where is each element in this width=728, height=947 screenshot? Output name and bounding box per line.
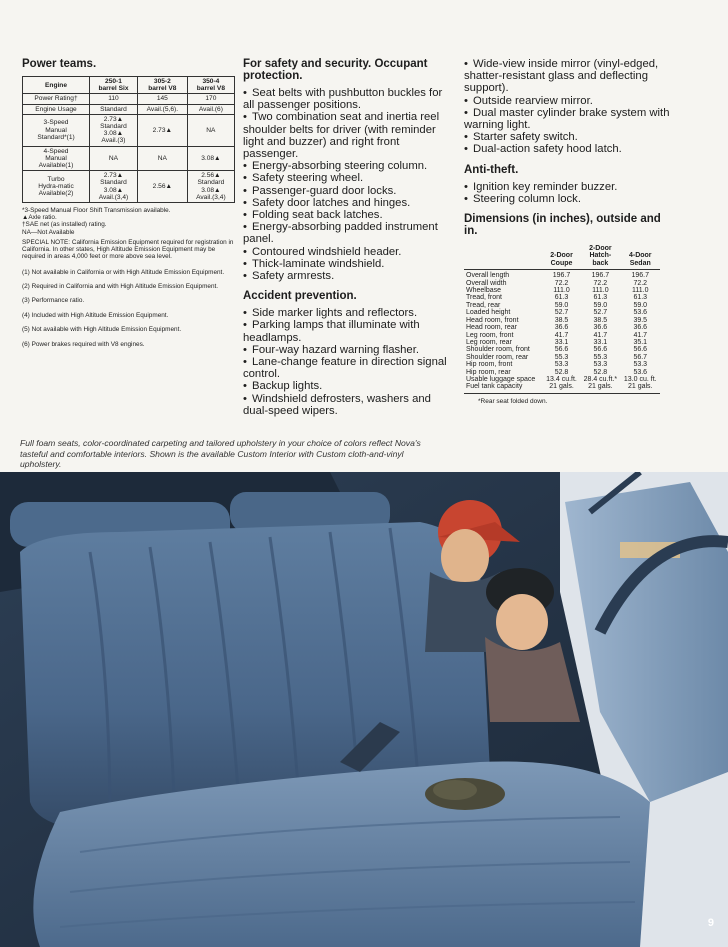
list-item: • Energy-absorbing steering column. xyxy=(243,160,455,172)
table-cell: Wheelbase xyxy=(466,287,502,295)
dimensions-title: Dimensions (in inches), outside and in. xyxy=(464,213,661,238)
table-header-cell xyxy=(464,245,543,270)
table-cell: NA xyxy=(187,114,234,146)
table-cell: 4-Speed Manual Available(1) xyxy=(23,146,90,171)
table-cell: 3-Speed Manual Standard*(1) xyxy=(23,114,90,146)
table-cell: 38.5 xyxy=(554,316,569,324)
table-row xyxy=(23,114,235,146)
anti-theft-list xyxy=(464,181,672,205)
dimensions-note: *Rear seat folded down. xyxy=(478,397,548,405)
table-cell: 13.0 cu. ft. xyxy=(623,375,657,383)
table-cell: 52.8 xyxy=(593,368,608,376)
list-item: • Passenger-guard door locks. xyxy=(243,185,455,197)
table-header-cell: Engine xyxy=(23,77,90,94)
table-row xyxy=(464,346,660,353)
list-item: • Dual-action safety hood latch. xyxy=(464,143,672,155)
numbered-note: (3) Performance ratio. xyxy=(22,297,85,305)
table-cell: Avail.(6) xyxy=(187,104,234,114)
table-row xyxy=(464,294,660,301)
table-cell: 55.3 xyxy=(554,353,569,361)
table-header-cell: 2-Door Hatch- back xyxy=(589,245,612,267)
table-row xyxy=(23,146,235,171)
table-cell: 36.6 xyxy=(593,324,608,332)
list-item: • Four-way hazard warning flasher. xyxy=(243,344,455,356)
list-item: • Backup lights. xyxy=(243,380,455,392)
table-cell: 196.7 xyxy=(580,270,620,280)
anti-theft-title: Anti-theft. xyxy=(464,163,519,176)
footnote: ▲Axle ratio. xyxy=(22,214,57,222)
table-cell: 111.0 xyxy=(632,287,649,295)
interior-photo xyxy=(0,472,728,947)
table-cell: 196.7 xyxy=(543,270,580,280)
photo-caption: Full foam seats, color-coordinated carpeting and tailored upholstery in your choice of colors reflect Nova's tasteful and comfortable interiors. Shown is the available Custom Interior with Custom cloth-and-vinyl upholstery. xyxy=(20,438,421,470)
table-cell: Hip room, front xyxy=(466,361,513,369)
anti-theft-section xyxy=(464,164,672,205)
power-teams-notes xyxy=(22,207,237,355)
table-row xyxy=(23,104,235,114)
list-item: • Dual master cylinder brake system with warning light. xyxy=(464,107,672,131)
safety-title: For safety and security. Occupant protection. xyxy=(243,58,428,82)
table-cell: Fuel tank capacity xyxy=(464,383,543,393)
list-item: • Safety door latches and hinges. xyxy=(243,197,455,209)
table-cell: 41.7 xyxy=(633,331,648,339)
table-row xyxy=(464,287,660,294)
table-row xyxy=(464,383,660,393)
table-cell: 21 gals. xyxy=(543,383,580,393)
numbered-note: (5) Not available with High Altitude Emission Equipment. xyxy=(22,326,182,334)
table-header-cell: 2-Door Coupe xyxy=(550,252,573,267)
table-cell: 35.1 xyxy=(633,338,648,346)
table-cell: 56.6 xyxy=(633,346,648,354)
table-cell: 145 xyxy=(137,94,187,104)
table-cell: Shoulder room, rear xyxy=(466,353,529,361)
table-cell: 38.5 xyxy=(593,316,608,324)
table-cell: 59.0 xyxy=(633,301,648,309)
table-cell: 2.73▲ Standard 3.08▲ Avail.(3,4) xyxy=(90,171,138,203)
table-cell: 59.0 xyxy=(593,301,608,309)
list-item: • Safety armrests. xyxy=(243,270,455,282)
table-row xyxy=(464,354,660,361)
table-cell: Usable luggage space xyxy=(466,375,536,383)
list-item: • Two combination seat and inertia reel shoulder belts for driver (with reminder light and buzzer) and right front passenger. xyxy=(243,111,455,160)
col3-section xyxy=(464,58,672,405)
table-cell: 170 xyxy=(187,94,234,104)
table-row xyxy=(464,317,660,324)
list-item: • Safety steering wheel. xyxy=(243,172,455,184)
table-row xyxy=(464,302,660,309)
numbered-note: (6) Power brakes required with V8 engines. xyxy=(22,340,145,348)
numbered-notes xyxy=(22,261,237,355)
table-cell: Overall length xyxy=(464,270,543,280)
list-item: • Starter safety switch. xyxy=(464,131,672,143)
table-cell: 36.6 xyxy=(554,324,569,332)
table-cell: NA xyxy=(137,146,187,171)
table-row xyxy=(464,376,660,383)
table-cell: Engine Usage xyxy=(23,104,90,114)
table-cell: Hip room, rear xyxy=(466,368,511,376)
table-cell: Overall width xyxy=(466,279,507,287)
table-cell: 21 gals. xyxy=(621,383,661,393)
interior-photo-illustration xyxy=(0,472,728,947)
table-row xyxy=(23,94,235,104)
list-item: • Energy-absorbing padded instrument panel. xyxy=(243,221,455,245)
table-cell: 56.7 xyxy=(633,353,648,361)
table-cell: 2.56▲ Standard 3.08▲ Avail.(3,4) xyxy=(187,171,234,203)
table-cell: 52.8 xyxy=(554,368,569,376)
footnote: *3-Speed Manual Floor Shift Transmission available. xyxy=(22,207,171,215)
table-cell: 52.7 xyxy=(554,309,569,317)
table-cell: Shoulder room, front xyxy=(466,346,530,354)
accident-title: Accident prevention. xyxy=(243,290,357,303)
table-cell: NA xyxy=(90,146,138,171)
table-cell: 53.3 xyxy=(554,361,569,369)
table-row xyxy=(23,171,235,203)
table-cell: 61.3 xyxy=(593,294,608,302)
list-item: • Parking lamps that illuminate with headlamps. xyxy=(243,319,455,343)
table-cell: 59.0 xyxy=(554,301,569,309)
table-cell: Turbo Hydra-matic Available(2) xyxy=(23,171,90,203)
page-number: 9 xyxy=(707,917,714,929)
list-item: • Lane-change feature in direction signal control. xyxy=(243,356,455,380)
table-cell: 2.73▲ Standard 3.08▲ Avail.(3) xyxy=(90,114,138,146)
special-note: SPECIAL NOTE: California Emission Equipment required for registration in California. In other states, High Altitude Emission Equipment may be required in areas 4,000 feet or more above sea level. xyxy=(22,238,234,261)
table-row xyxy=(464,339,660,346)
table-cell: 72.2 xyxy=(554,279,569,287)
table-row xyxy=(464,324,660,331)
table-cell: 3.08▲ xyxy=(187,146,234,171)
table-cell: 56.6 xyxy=(554,346,569,354)
list-item: • Folding seat back latches. xyxy=(243,209,455,221)
safety-section xyxy=(243,58,455,417)
table-cell: Avail.(5,6). xyxy=(137,104,187,114)
table-cell: 41.7 xyxy=(593,331,608,339)
table-cell: 13.4 cu.ft. xyxy=(546,375,577,383)
table-cell: 55.3 xyxy=(593,353,608,361)
table-cell: 53.6 xyxy=(633,368,648,376)
table-cell: Power Rating† xyxy=(23,94,90,104)
table-cell: 52.7 xyxy=(593,309,608,317)
numbered-note: (4) Included with High Altitude Emission Equipment. xyxy=(22,311,169,319)
list-item: • Steering column lock. xyxy=(464,193,672,205)
table-cell: 111.0 xyxy=(553,287,570,295)
table-cell: Head room, front xyxy=(466,316,519,324)
power-teams-title: Power teams. xyxy=(22,58,97,70)
accident-section xyxy=(243,290,455,417)
table-cell: 196.7 xyxy=(621,270,661,280)
table-cell: Standard xyxy=(90,104,138,114)
table-cell: 72.2 xyxy=(633,279,648,287)
power-teams-table xyxy=(22,76,235,203)
safety-list xyxy=(243,87,455,282)
table-cell: 2.73▲ xyxy=(137,114,187,146)
table-row xyxy=(464,280,660,287)
list-item: • Ignition key reminder buzzer. xyxy=(464,181,672,193)
footnote: †SAE net (as installed) rating. xyxy=(22,221,107,229)
table-cell: 56.6 xyxy=(593,346,608,354)
dimensions-section xyxy=(464,213,672,405)
table-cell: 111.0 xyxy=(592,287,609,295)
list-item: • Seat belts with pushbutton buckles for all passenger positions. xyxy=(243,87,455,111)
table-cell: Tread, rear xyxy=(466,301,501,309)
table-row xyxy=(464,332,660,339)
table-cell: Tread, front xyxy=(466,294,502,302)
table-cell: Leg room, rear xyxy=(466,338,512,346)
table-cell: 39.5 xyxy=(633,316,648,324)
table-cell: Leg room, front xyxy=(466,331,514,339)
numbered-note: (2) Required in California and with High Altitude Emission Equipment. xyxy=(22,283,219,291)
table-cell: 21 gals. xyxy=(580,383,620,393)
power-teams-section xyxy=(22,58,237,355)
list-item: • Contoured windshield header. xyxy=(243,246,455,258)
table-cell: 36.6 xyxy=(633,324,648,332)
list-item: • Outside rearview mirror. xyxy=(464,95,672,107)
table-header-cell: 305-2 barrel V8 xyxy=(137,77,187,94)
table-cell: 33.1 xyxy=(554,338,569,346)
footnote: NA—Not Available xyxy=(22,228,75,236)
table-cell: 2.56▲ xyxy=(137,171,187,203)
table-row xyxy=(464,309,660,316)
table-row xyxy=(464,361,660,368)
table-cell: 33.1 xyxy=(593,338,608,346)
table-cell: 53.6 xyxy=(633,309,648,317)
table-row xyxy=(464,369,660,376)
list-item: • Thick-laminate windshield. xyxy=(243,258,455,270)
table-cell: 53.3 xyxy=(593,361,608,369)
list-item: • Side marker lights and reflectors. xyxy=(243,307,455,319)
dimensions-table xyxy=(464,245,660,394)
table-cell: 61.3 xyxy=(554,294,569,302)
table-header-cell: 4-Door Sedan xyxy=(628,252,652,267)
table-cell: 41.7 xyxy=(554,331,569,339)
table-cell: 53.3 xyxy=(633,361,648,369)
table-header-cell: 250-1 barrel Six xyxy=(90,77,138,94)
numbered-note: (1) Not available in California or with High Altitude Emission Equipment. xyxy=(22,268,225,276)
list-item: • Windshield defrosters, washers and dual-speed wipers. xyxy=(243,393,455,417)
mirror-brake-list xyxy=(464,58,672,156)
table-cell: 110 xyxy=(90,94,138,104)
table-header-cell: 350-4 barrel V8 xyxy=(187,77,234,94)
table-cell: 72.2 xyxy=(593,279,608,287)
list-item: • Wide-view inside mirror (vinyl-edged, shatter-resistant glass and deflecting support). xyxy=(464,58,672,95)
table-cell: 28.4 cu.ft.* xyxy=(583,375,618,383)
accident-list xyxy=(243,307,455,417)
table-cell: Loaded height xyxy=(466,309,511,317)
table-cell: 61.3 xyxy=(633,294,648,302)
table-row xyxy=(464,270,660,280)
table-cell: Head room, rear xyxy=(466,324,517,332)
